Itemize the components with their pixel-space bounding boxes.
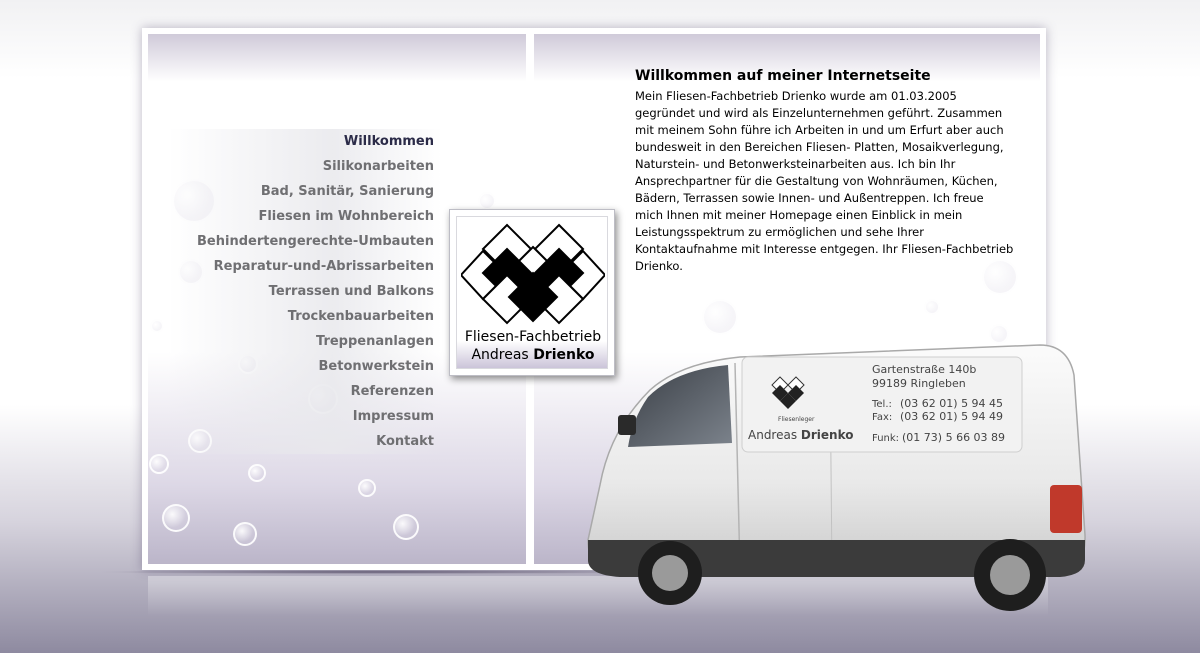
bubble-decoration xyxy=(702,299,738,335)
nav-item-silikonarbeiten[interactable]: Silikonarbeiten xyxy=(168,154,442,179)
frame-shadow xyxy=(95,570,655,574)
bubble-decoration xyxy=(150,319,164,333)
logo-title: Fliesen-Fachbetrieb xyxy=(464,329,602,345)
nav-item-impressum[interactable]: Impressum xyxy=(168,404,442,429)
diamond-tiles-icon xyxy=(461,223,605,325)
bubble-decoration xyxy=(233,522,257,546)
van-name xyxy=(748,428,854,442)
van-funk-label: Funk: xyxy=(872,433,900,444)
van-fax-label: Fax: xyxy=(872,412,893,423)
van-city: 99189 Ringleben xyxy=(872,377,966,390)
nav-item-willkommen[interactable]: Willkommen xyxy=(168,129,442,154)
nav-item-kontakt[interactable]: Kontakt xyxy=(168,429,442,454)
bubble-decoration xyxy=(149,454,169,474)
welcome-content xyxy=(635,68,1015,275)
bubble-decoration xyxy=(393,514,419,540)
nav-item-bad-sanitaer-sanierung[interactable]: Bad, Sanitär, Sanierung xyxy=(168,179,442,204)
welcome-text: Mein Fliesen-Fachbetrieb Drienko wurde am 01.03.2005 gegründet und wird als Einzelunternehmen geführt. Zusammen mit meinem Sohn führe ich Arbeiten in und um Erfurt aber auch bundesweit in den Bereichen Fliesen- Platten, Mosaikverlegung, Naturstein- und Betonwerksteinarbeiten aus. Ich bin Ihr Ansprechpartner für die Gestaltung von Wohnräumen, Küchen, Bädern, Terrassen sowie Innen- und Außentreppen. Ich freue mich Ihnen mit meiner Homepage einen Einblick in mein Leistungsspektrum zu ermöglichen und sehe Ihrer Kontaktaufnahme mit Interesse entgegen. Ihr Fliesen-Fachbetrieb Drienko. xyxy=(635,89,1014,273)
nav-item-behindertengerechte-umbauten[interactable]: Behindertengerechte-Umbauten xyxy=(168,229,442,254)
nav-item-fliesen-im-wohnbereich[interactable]: Fliesen im Wohnbereich xyxy=(168,204,442,229)
van-name-first: Andreas xyxy=(748,428,798,442)
logo-owner-first: Andreas xyxy=(471,347,529,363)
logo-owner-last: Drienko xyxy=(533,347,595,363)
nav-item-treppenanlagen[interactable]: Treppenanlagen xyxy=(168,329,442,354)
main-navigation xyxy=(168,129,442,454)
nav-item-terrassen-und-balkons[interactable]: Terrassen und Balkons xyxy=(168,279,442,304)
bubble-decoration xyxy=(358,479,376,497)
van-street: Gartenstraße 140b xyxy=(872,363,977,376)
bubble-decoration xyxy=(248,464,266,482)
company-van-image xyxy=(580,335,1100,625)
nav-item-trockenbauarbeiten[interactable]: Trockenbauarbeiten xyxy=(168,304,442,329)
van-tel: (03 62 01) 5 94 45 xyxy=(900,397,1004,410)
van-name-last: Drienko xyxy=(800,428,854,442)
van-label-small: Fliesenleger xyxy=(778,416,815,423)
nav-item-betonwerkstein[interactable]: Betonwerkstein xyxy=(168,354,442,379)
bubble-decoration xyxy=(478,192,496,210)
bubble-decoration xyxy=(162,504,190,532)
van-funk: (01 73) 5 66 03 89 xyxy=(902,431,1006,444)
bubble-decoration xyxy=(924,299,940,315)
van-fax: (03 62 01) 5 94 49 xyxy=(900,410,1004,423)
nav-item-reparatur-und-abrissarbeiten[interactable]: Reparatur-und-Abrissarbeiten xyxy=(168,254,442,279)
page-title: Willkommen auf meiner Internetseite xyxy=(635,68,931,84)
nav-item-referenzen[interactable]: Referenzen xyxy=(168,379,442,404)
van-tel-label: Tel.: xyxy=(872,399,892,410)
